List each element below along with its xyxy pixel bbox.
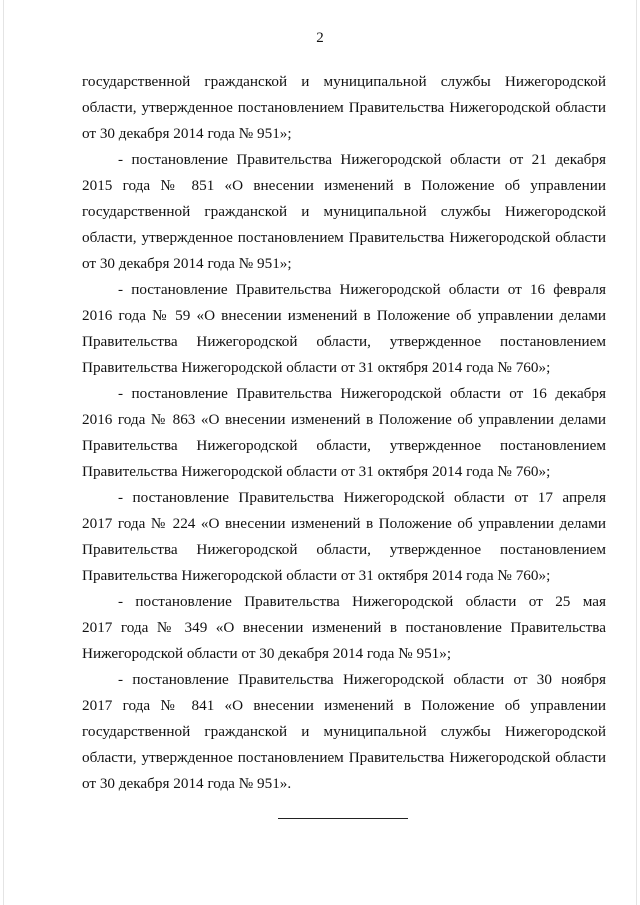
list-item-resolution [82, 277, 606, 381]
text-line: - постановление Правительства Нижегородской области от 16 февраля [118, 281, 606, 298]
list-item-resolution [82, 667, 606, 797]
text-line: государственной гражданской и муниципальной службы Нижегородской [82, 73, 606, 90]
text-line: - постановление Правительства Нижегородской области от 17 апреля [118, 489, 606, 506]
text-line: области, утвержденное постановлением Правительства Нижегородской области [82, 229, 606, 246]
document-body [82, 69, 606, 797]
text-line: 2016 года № 59 «О внесении изменений в Положение об управлении делами [82, 307, 606, 324]
list-item-resolution [82, 589, 606, 667]
text-line: 2015 года № 851 «О внесении изменений в Положение об управлении [82, 177, 606, 194]
text-line: области, утвержденное постановлением Правительства Нижегородской области [82, 99, 606, 116]
text-line: от 30 декабря 2014 года № 951»; [82, 255, 292, 272]
text-line: Правительства Нижегородской области от 31 октября 2014 года № 760»; [82, 359, 551, 376]
paragraph-continuation [82, 69, 606, 147]
end-of-document-rule [278, 818, 408, 819]
text-line: - постановление Правительства Нижегородской области от 25 мая [118, 593, 606, 610]
text-line: 2017 года № 841 «О внесении изменений в Положение об управлении [82, 697, 606, 714]
list-item-resolution [82, 381, 606, 485]
list-item-resolution [82, 485, 606, 589]
text-line: от 30 декабря 2014 года № 951»; [82, 125, 292, 142]
scan-edge-right [636, 0, 637, 905]
text-line: Правительства Нижегородской области от 31 октября 2014 года № 760»; [82, 567, 551, 584]
text-line: - постановление Правительства Нижегородской области от 21 декабря [118, 151, 606, 168]
text-line: 2017 года № 349 «О внесении изменений в постановление Правительства [82, 619, 606, 636]
text-line: - постановление Правительства Нижегородской области от 30 ноября [118, 671, 606, 688]
text-line: Правительства Нижегородской области от 31 октября 2014 года № 760»; [82, 463, 551, 480]
text-line: государственной гражданской и муниципальной службы Нижегородской [82, 723, 606, 740]
scan-edge-left [3, 0, 4, 905]
page-number: 2 [316, 30, 324, 46]
text-line: - постановление Правительства Нижегородской области от 16 декабря [118, 385, 606, 402]
text-line: Правительства Нижегородской области, утвержденное постановлением [82, 541, 606, 558]
text-line: области, утвержденное постановлением Правительства Нижегородской области [82, 749, 606, 766]
text-line: от 30 декабря 2014 года № 951». [82, 775, 292, 792]
text-line: 2016 года № 863 «О внесении изменений в Положение об управлении делами [82, 411, 606, 428]
text-line: Правительства Нижегородской области, утвержденное постановлением [82, 333, 606, 350]
list-item-resolution [82, 147, 606, 277]
text-line: Нижегородской области от 30 декабря 2014 года № 951»; [82, 645, 452, 662]
text-line: государственной гражданской и муниципальной службы Нижегородской [82, 203, 606, 220]
text-line: Правительства Нижегородской области, утвержденное постановлением [82, 437, 606, 454]
text-line: 2017 года № 224 «О внесении изменений в Положение об управлении делами [82, 515, 606, 532]
